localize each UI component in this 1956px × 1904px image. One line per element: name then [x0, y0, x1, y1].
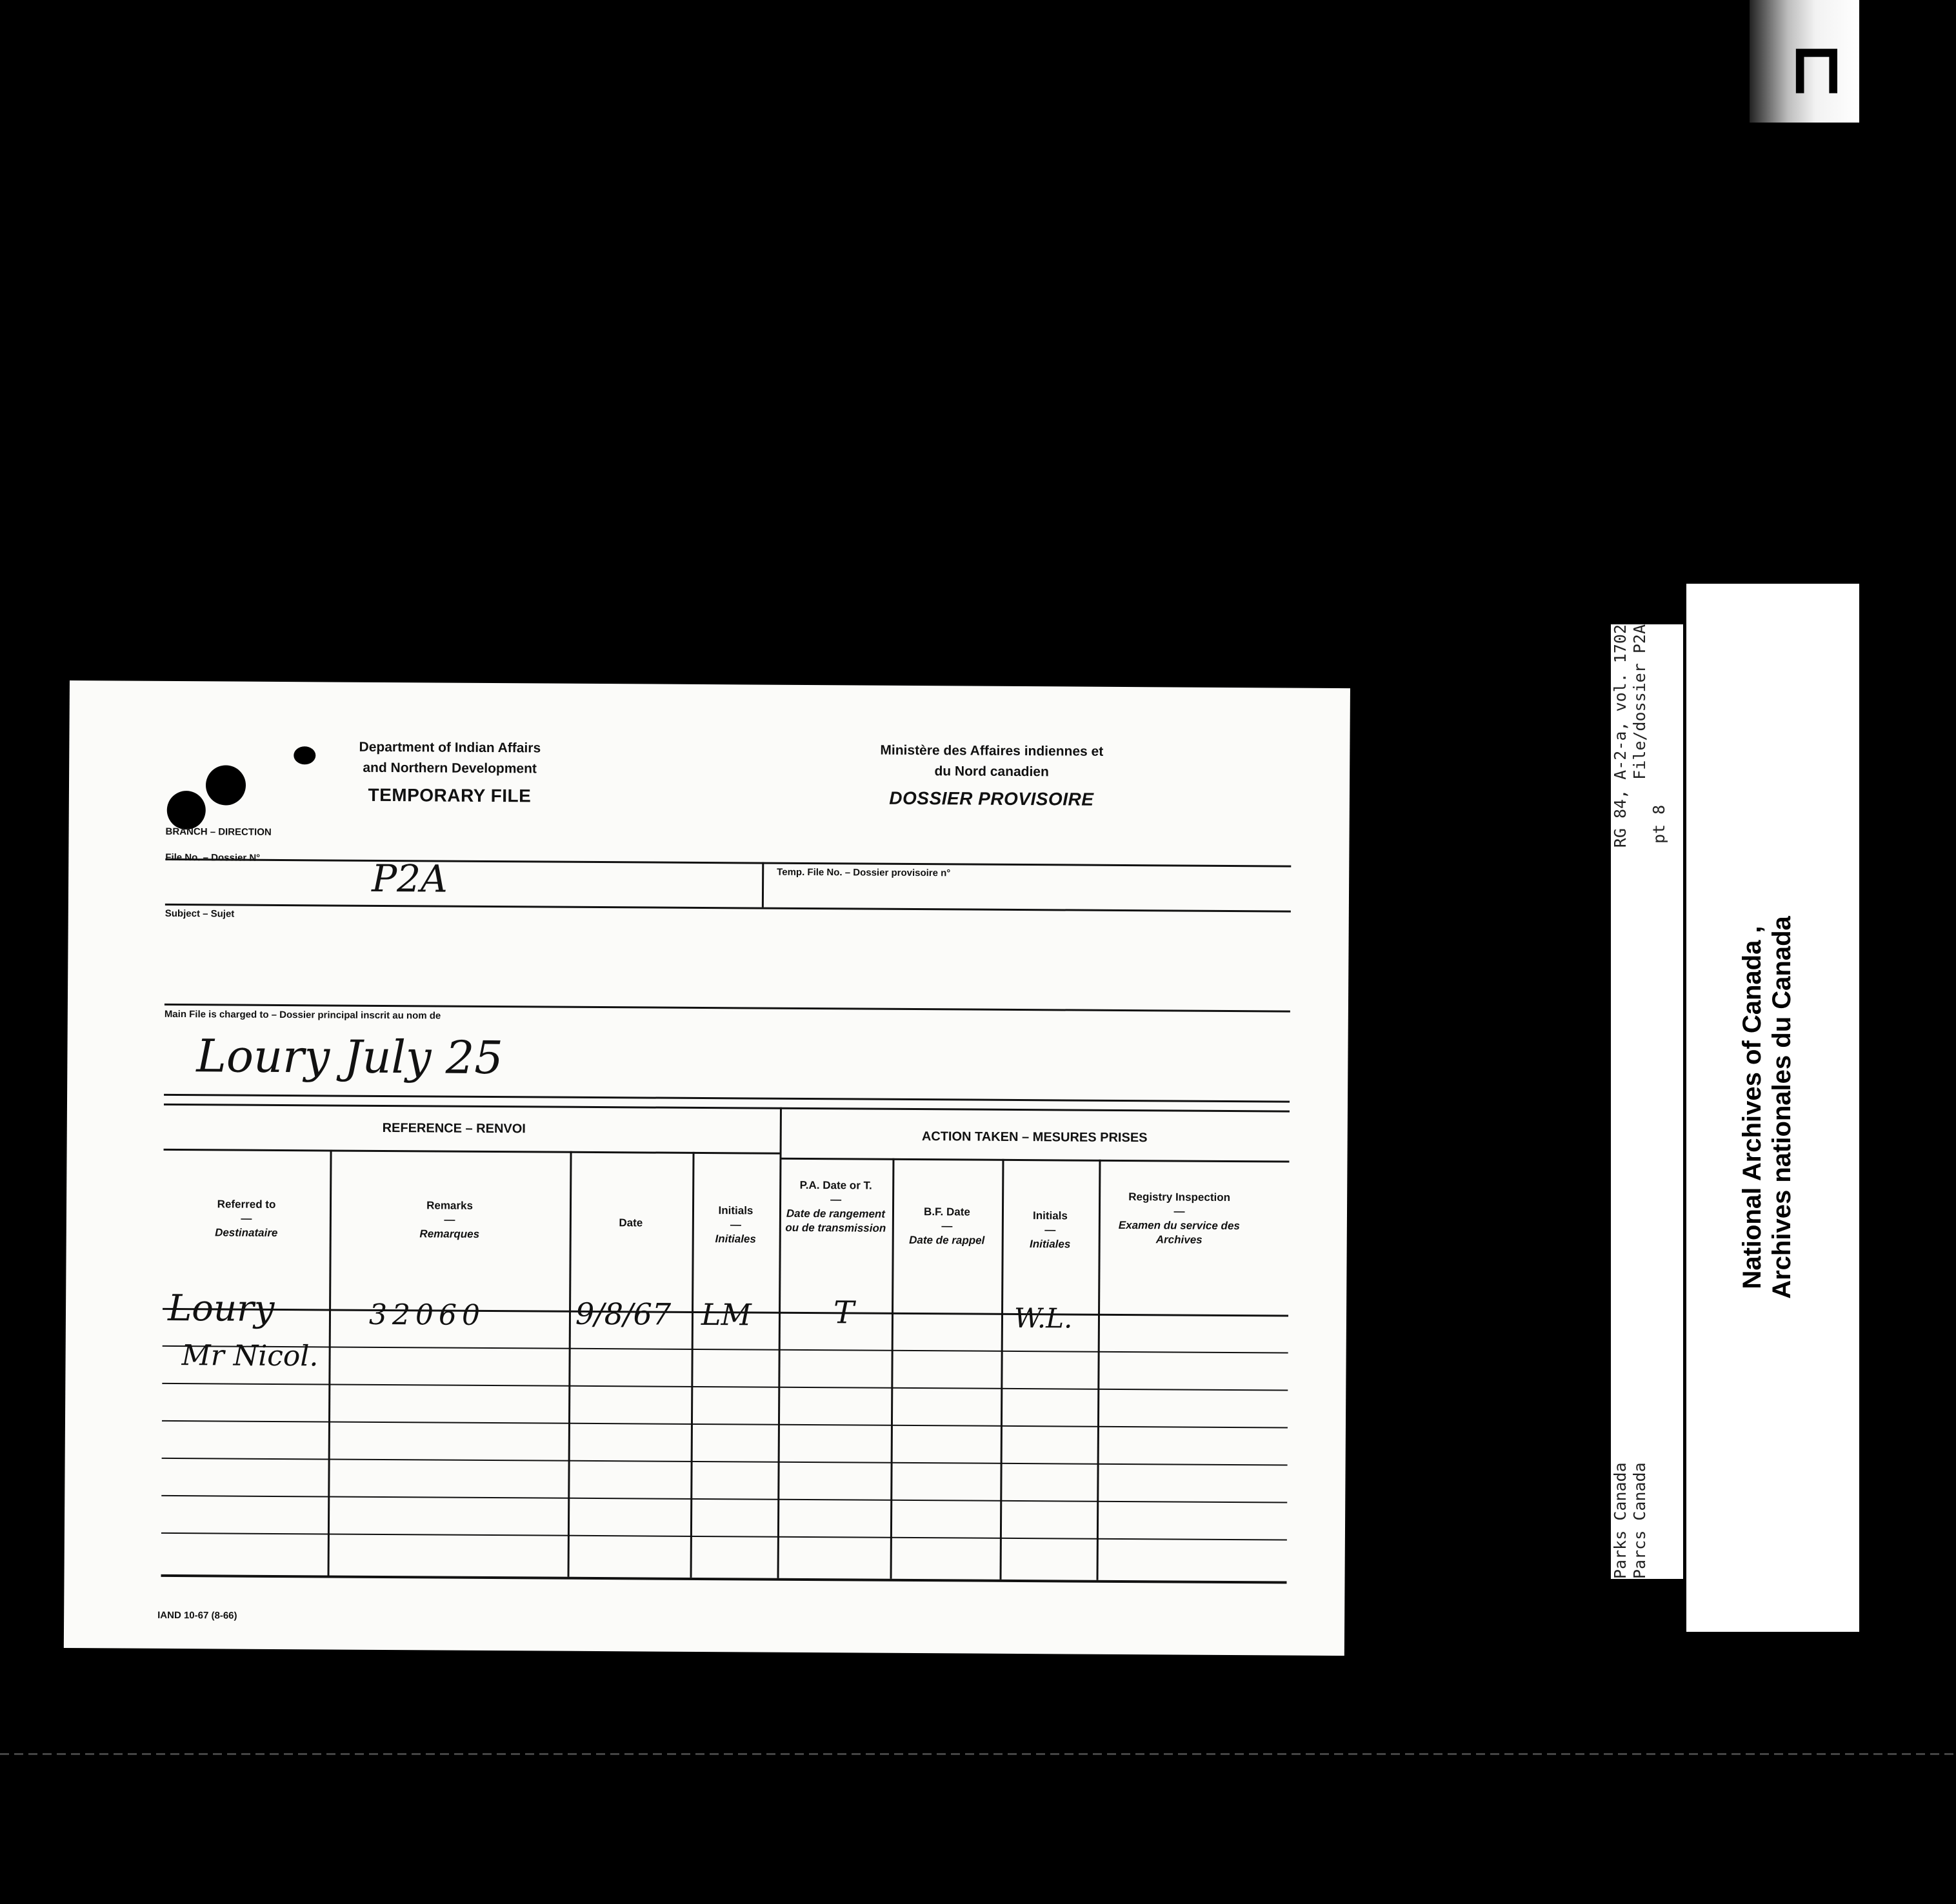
col-sep: — — [1044, 1224, 1056, 1236]
entry-initials-2: W.L. — [1013, 1302, 1073, 1334]
punch-hole — [206, 765, 246, 805]
col-pa-date — [779, 1178, 893, 1236]
col-sep: — — [830, 1193, 842, 1206]
rule — [162, 1383, 1288, 1391]
title-english: TEMPORARY FILE — [368, 784, 532, 806]
rule — [779, 1158, 1289, 1163]
entry-referred-to: Mr Nicol. — [181, 1339, 319, 1373]
col-sep: — — [941, 1220, 953, 1233]
col-date — [570, 1216, 692, 1231]
form-number: IAND 10-67 (8-66) — [157, 1609, 237, 1621]
col-fr: Date de rangement ou de transmission — [785, 1207, 886, 1235]
col-en: Registry Inspection — [1128, 1191, 1231, 1204]
rule — [162, 1420, 1288, 1429]
col-fr: Initiales — [1029, 1238, 1071, 1251]
action-header — [777, 1129, 1293, 1147]
col-en: Initials — [718, 1204, 753, 1217]
header-en-line2: and Northern Development — [363, 760, 537, 777]
col-sep: — — [730, 1218, 741, 1231]
archives-line1: National Archives of Canada , — [1738, 926, 1766, 1289]
header-fr-line1: Ministère des Affaires indiennes et — [880, 742, 1104, 759]
archives-line2: Archives nationales du Canada — [1768, 916, 1796, 1299]
col-initials — [692, 1204, 779, 1247]
archives-tag — [1686, 584, 1859, 1632]
rule — [164, 1149, 780, 1155]
col-remarks — [330, 1198, 570, 1242]
col-en: Date — [619, 1216, 643, 1229]
col-fr: Remarques — [419, 1227, 480, 1240]
temporary-file-card — [64, 680, 1350, 1656]
reference-header-text: REFERENCE – RENVOI — [382, 1120, 526, 1136]
col-referred-to — [163, 1197, 330, 1241]
file-no-label: File No. – Dossier N° — [165, 851, 261, 864]
rule — [165, 858, 1291, 868]
rule — [161, 1574, 1287, 1584]
tag-org-en: Parks Canada — [1611, 1462, 1630, 1579]
entry-remarks: 32060 — [368, 1298, 486, 1332]
col-sep: — — [444, 1213, 455, 1226]
rule — [164, 1094, 1290, 1103]
col-fr: Initiales — [715, 1233, 756, 1245]
reference-header — [164, 1120, 744, 1138]
rule — [162, 1458, 1288, 1466]
col-en: B.F. Date — [924, 1205, 970, 1218]
rule — [163, 1345, 1288, 1354]
title-french: DOSSIER PROVISOIRE — [889, 788, 1094, 809]
archive-marker-glyph: ⊐ — [1771, 41, 1854, 101]
rule — [165, 904, 1291, 913]
reference-tag-text — [1607, 605, 1687, 1598]
header-en-line1: Department of Indian Affairs — [359, 739, 541, 756]
col-en: P.A. Date or T. — [799, 1178, 872, 1192]
punch-hole — [167, 791, 206, 829]
col-fr: Date de rappel — [909, 1233, 985, 1247]
col-sep: — — [1173, 1205, 1185, 1218]
col-en: Referred to — [217, 1198, 276, 1211]
tag-ref-line2: File/dossier P2A — [1630, 624, 1649, 780]
rule — [762, 862, 764, 907]
header-fr-line2: du Nord canadien — [934, 764, 1049, 780]
film-edge-line — [0, 1753, 1956, 1755]
header-french — [830, 740, 1153, 810]
col-en: Remarks — [426, 1199, 474, 1212]
header-english — [288, 737, 612, 807]
col-registry — [1099, 1190, 1261, 1248]
tag-org-fr: Parcs Canada — [1630, 1462, 1649, 1579]
action-header-text: ACTION TAKEN – MESURES PRISES — [921, 1129, 1148, 1145]
col-fr: Examen du service des Archives — [1118, 1218, 1240, 1246]
col-sep: — — [241, 1212, 252, 1225]
rule — [161, 1495, 1287, 1503]
tag-ref-line3: pt 8 — [1650, 804, 1668, 844]
file-no-value: P2A — [371, 856, 448, 901]
entry-referred-to: Loury — [167, 1287, 275, 1330]
tag-row — [1611, 624, 1630, 1579]
tag-ref-line1: RG 84, A-2-a, vol. 1702 — [1611, 624, 1630, 848]
rule — [164, 1104, 1290, 1113]
main-file-value: Loury July 25 — [196, 1029, 504, 1085]
archives-tag-text — [1737, 720, 1808, 1494]
temp-file-label: Temp. File No. – Dossier provisoire n° — [777, 866, 951, 879]
col-initials-2 — [1002, 1209, 1099, 1252]
entry-initials: LM — [701, 1296, 752, 1333]
col-fr: Destinataire — [215, 1226, 278, 1239]
subject-label: Subject – Sujet — [165, 907, 235, 920]
tag-row — [1630, 624, 1650, 1579]
col-bf-date — [892, 1205, 1002, 1248]
reference-tag — [1611, 624, 1683, 1579]
entry-date: 9/8/67 — [575, 1296, 672, 1332]
tag-row — [1650, 624, 1669, 1579]
col-en: Initials — [1032, 1209, 1068, 1222]
entry-pa-date: T — [833, 1294, 855, 1331]
rule — [161, 1532, 1287, 1541]
main-file-label: Main File is charged to – Dossier principal inscrit au nom de — [164, 1008, 441, 1022]
branch-label: BRANCH – DIRECTION — [165, 826, 272, 838]
